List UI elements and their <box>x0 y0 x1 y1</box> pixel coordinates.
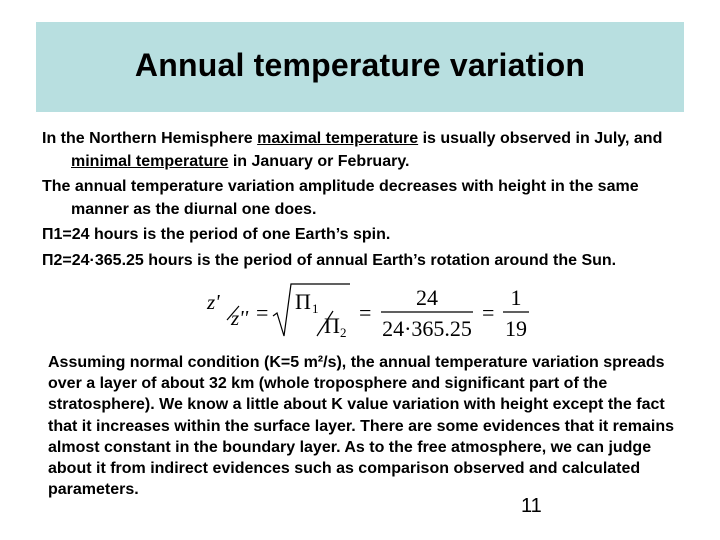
formula-equals: = <box>482 300 495 325</box>
formula-sub2: 2 <box>340 325 347 340</box>
formula-pi2: Π <box>324 313 340 338</box>
formula-sub1: 1 <box>312 301 319 316</box>
title-banner <box>36 22 684 112</box>
formula-equals: = <box>256 300 269 325</box>
bullet-item: П1=24 hours is the period of one Earth’s spin. <box>42 226 391 243</box>
formula-pi1: Π <box>295 289 311 314</box>
formula-z-prime: z' <box>207 290 220 314</box>
page-number: 11 <box>521 495 542 517</box>
bullet-item <box>42 128 672 173</box>
bullet-text: is usually observed in July, and <box>418 130 663 147</box>
fraction-denominator: 24·365.25 <box>382 316 472 341</box>
fraction-numerator: 1 <box>510 285 522 310</box>
bullet-item: The annual temperature variation amplitude decreases with height in the same manner as the diurnal one does. <box>42 178 639 218</box>
bullet-text: In the Northern Hemisphere <box>42 130 258 147</box>
underlined-term: minimal temperature <box>71 152 229 170</box>
bullet-item: П2=24·365.25 hours is the period of annual Earth’s rotation around the Sun. <box>42 251 617 269</box>
formula <box>205 280 545 342</box>
formula-z-double-prime: z'' <box>231 306 249 330</box>
underlined-term: maximal temperature <box>257 130 419 147</box>
explanation-paragraph: Assuming normal condition (K=5 m²/s), the annual temperature variation spreads over a layer of about 32 km (whole troposphere and significant part of the stratosphere). We know a little about K value variation with height except the fact that it increases within the surface layer. There are some evidences that it remains almost constant in the boundary layer. As to the free atmosphere, we can judge about it from indirect evidences such as comparison observed and calculated parameters. <box>48 354 675 499</box>
bullet-list <box>42 128 672 275</box>
fraction-numerator: 24 <box>416 285 438 310</box>
slide-title: Annual temperature variation <box>134 46 586 83</box>
formula-equals: = <box>359 300 372 325</box>
bullet-text: in January or February. <box>228 152 410 170</box>
fraction-denominator: 19 <box>505 316 527 341</box>
